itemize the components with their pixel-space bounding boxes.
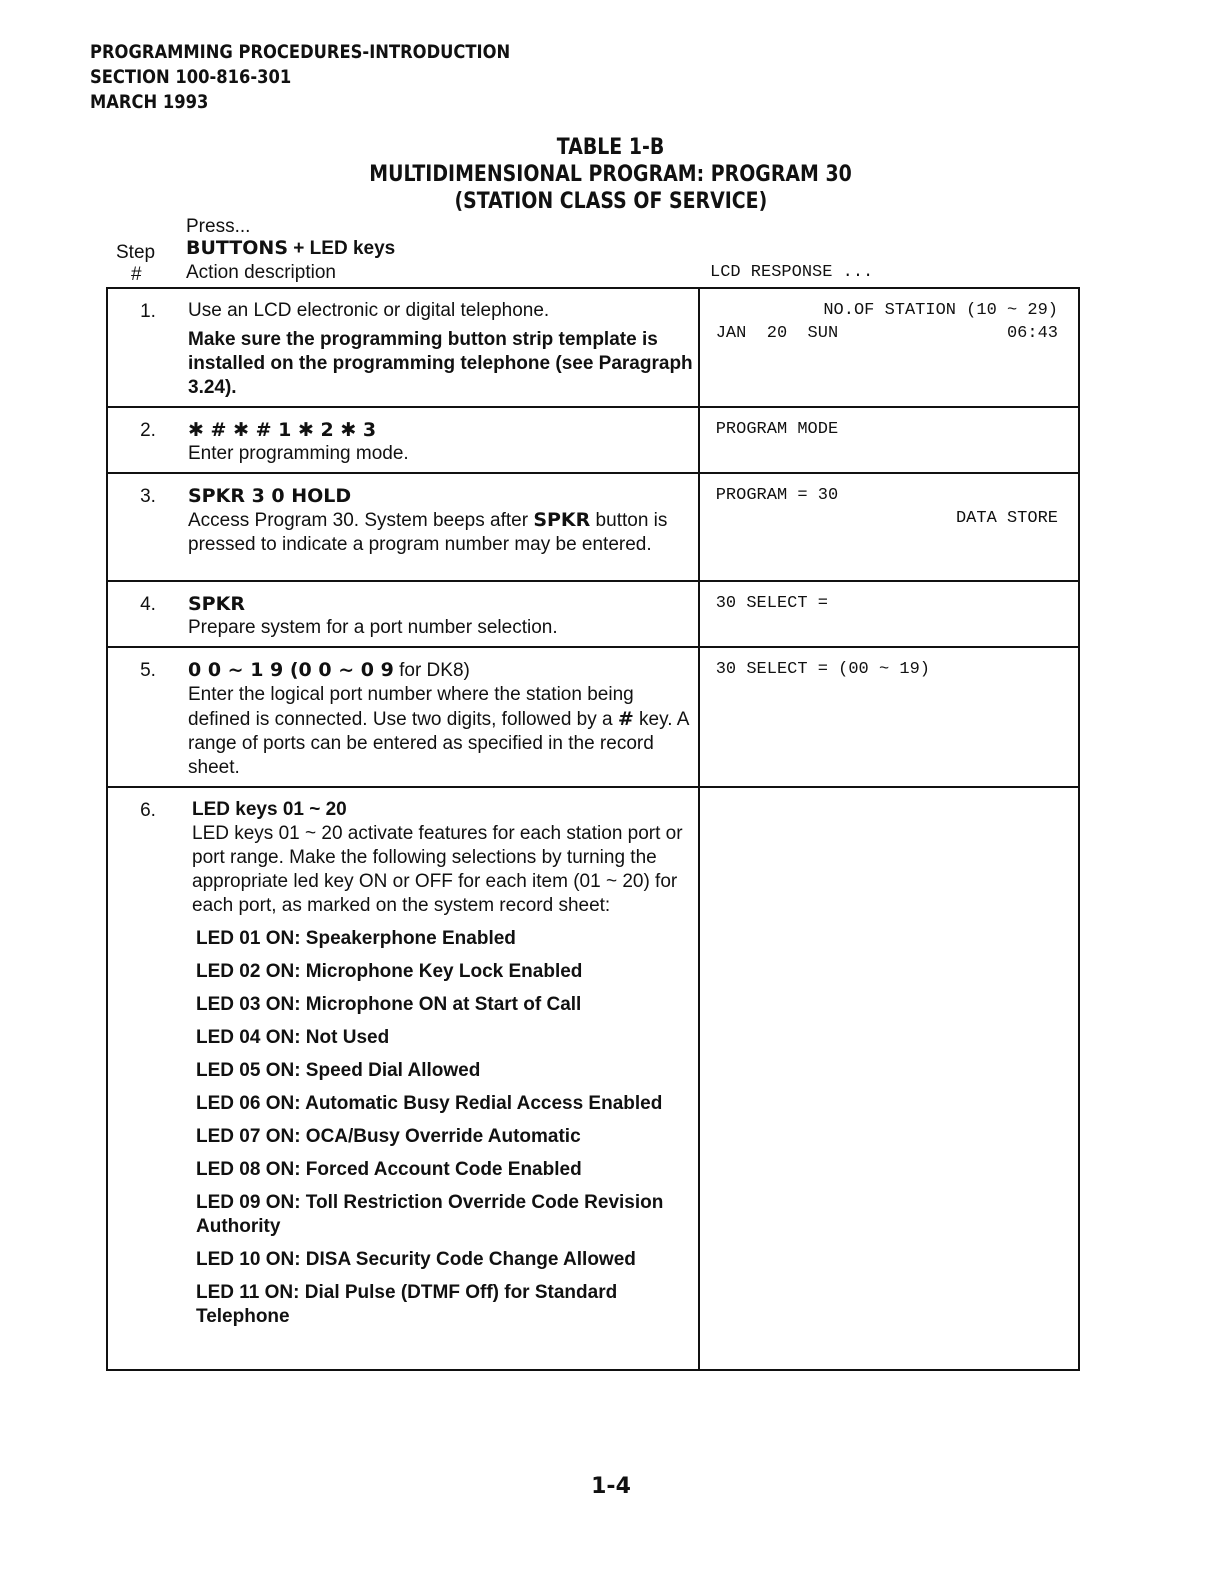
document-header (90, 40, 510, 115)
table-row (107, 787, 1079, 1370)
led-item: LED 09 ON: Toll Restriction Override Code Revision Authority (196, 1192, 664, 1237)
step-number: 6. (140, 800, 156, 821)
press-caption: Press... (186, 216, 251, 237)
action-cell (107, 473, 699, 581)
lcd-line: PROGRAM = 30 (715, 486, 839, 505)
table-row (107, 473, 1079, 581)
step-number: 1. (140, 301, 156, 322)
lcd-response-caption: LCD RESPONSE ... (710, 263, 874, 282)
program-table (106, 287, 1080, 1371)
led-item: LED 11 ON: Dial Pulse (DTMF Off) for Standard Telephone (196, 1282, 618, 1327)
action-cell (107, 288, 699, 407)
table-row (107, 288, 1079, 407)
lcd-line: 30 SELECT = (00 ~ 19) (715, 660, 930, 679)
step-number: 2. (140, 420, 156, 441)
key-sequence: SPKR (188, 593, 245, 615)
action-cell (107, 787, 699, 1370)
led-item: LED 02 ON: Microphone Key Lock Enabled (196, 961, 583, 982)
lcd-line: PROGRAM MODE (715, 420, 839, 439)
table-subtitle: (STATION CLASS OF SERVICE) (454, 189, 768, 214)
step-text: LED keys 01 ~ 20 activate features for each station port or port range. Make the following selections by turning the appropriate led key ON or OFF for each item (01 ~ 20) for each port, as marked on the system record sheet: (192, 823, 683, 916)
lcd-line: JAN 20 SUN 06:43 (715, 324, 1058, 343)
step-number: 3. (140, 486, 156, 507)
led-item: LED 04 ON: Not Used (196, 1027, 390, 1048)
led-item: LED 01 ON: Speakerphone Enabled (196, 928, 516, 949)
table-row (107, 647, 1079, 787)
hash-caption: # (131, 264, 142, 285)
lcd-cell (699, 581, 1079, 647)
header-date: MARCH 1993 (90, 91, 209, 113)
led-item: LED 08 ON: Forced Account Code Enabled (196, 1159, 582, 1180)
led-item: LED 05 ON: Speed Dial Allowed (196, 1060, 481, 1081)
led-item: LED 03 ON: Microphone ON at Start of Call (196, 994, 582, 1015)
step-text: Use an LCD electronic or digital telephone. (188, 300, 550, 321)
step-text: Prepare system for a port number selection. (188, 617, 558, 638)
table-title: MULTIDIMENSIONAL PROGRAM: PROGRAM 30 (369, 162, 853, 187)
led-keys-heading: LED keys 01 ~ 20 (192, 799, 347, 820)
header-title: PROGRAMMING PROCEDURES-INTRODUCTION (90, 41, 511, 63)
led-item: LED 06 ON: Automatic Busy Redial Access Enabled (196, 1093, 663, 1114)
action-description-caption: Action description (186, 262, 336, 283)
page-number: 1-4 (591, 1474, 631, 1499)
step-text: Access Program 30. System beeps after SPKR button is pressed to indicate a program number may be entered. (188, 509, 668, 555)
action-cell (107, 407, 699, 473)
step-number: 4. (140, 594, 156, 615)
step-text: Enter the logical port number where the station being defined is connected. Use two digits, followed by a # key. A range of ports can be entered as specified in the record sheet. (188, 684, 689, 778)
lcd-cell (699, 787, 1079, 1370)
led-item: LED 10 ON: DISA Security Code Change Allowed (196, 1249, 636, 1270)
lcd-cell (699, 288, 1079, 407)
table-row (107, 581, 1079, 647)
key-sequence: 0 0 ~ 1 9 (0 0 ~ 0 9 for DK8) (188, 659, 470, 681)
table-number: TABLE 1-B (557, 135, 665, 160)
buttons-caption: BUTTONS + LED keys (186, 237, 396, 259)
lcd-line: DATA STORE (955, 509, 1058, 528)
lcd-line: 30 SELECT = (715, 594, 828, 613)
led-item: LED 07 ON: OCA/Busy Override Automatic (196, 1126, 581, 1147)
step-note: Make sure the programming button strip template is installed on the programming telephone (see Paragraph 3.24). (188, 329, 693, 398)
action-cell (107, 647, 699, 787)
step-text: Enter programming mode. (188, 443, 409, 464)
lcd-cell (699, 647, 1079, 787)
action-cell (107, 581, 699, 647)
lcd-cell (699, 407, 1079, 473)
header-section: SECTION 100-816-301 (90, 66, 292, 88)
step-number: 5. (140, 660, 156, 681)
key-sequence: SPKR 3 0 HOLD (188, 485, 352, 507)
lcd-cell (699, 473, 1079, 581)
table-row (107, 407, 1079, 473)
lcd-line: NO.OF STATION (10 ~ 29) (823, 301, 1058, 320)
key-sequence: ✱ # ✱ # 1 ✱ 2 ✱ 3 (188, 419, 377, 441)
step-caption: Step (116, 242, 156, 263)
